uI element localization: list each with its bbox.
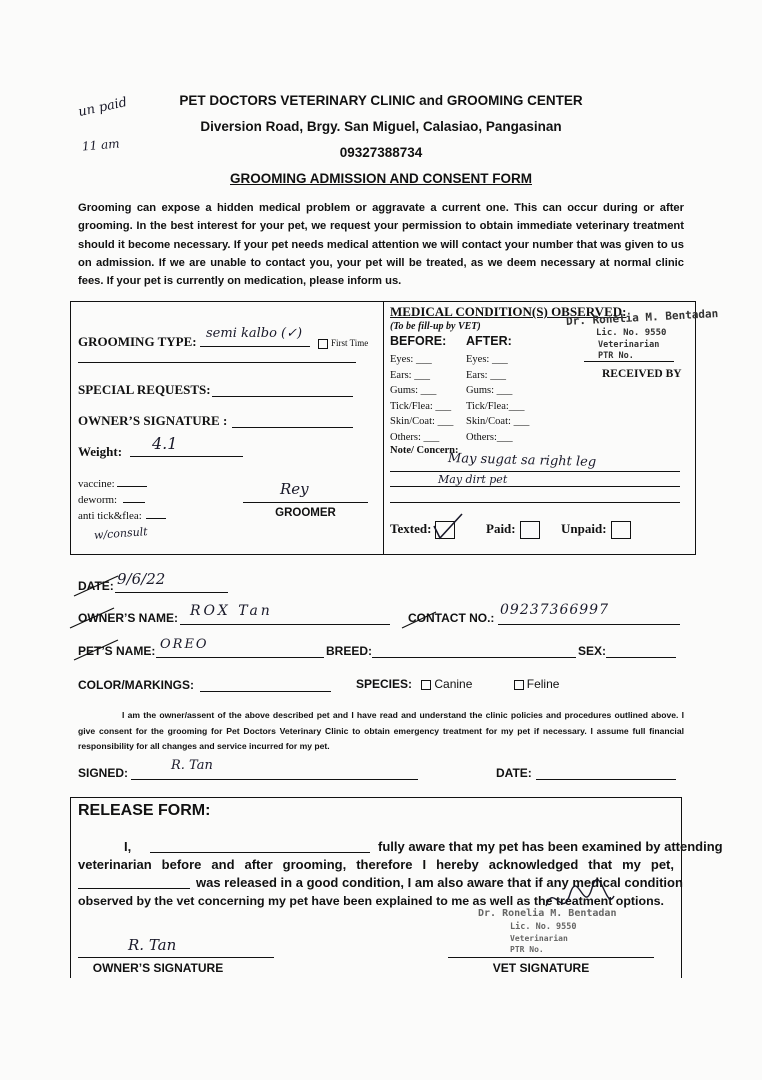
- signed-value: R. Tan: [171, 758, 213, 773]
- time-note: 11 am: [81, 136, 121, 154]
- pet-name-value: OREO: [160, 637, 209, 652]
- vet-stamp2-role: Veterinarian: [510, 934, 568, 943]
- species-label: SPECIES:: [356, 677, 413, 691]
- sex-field[interactable]: [606, 640, 676, 658]
- pet-name-label: PET’S NAME:: [78, 644, 156, 658]
- unpaid-note: un paid: [76, 95, 129, 120]
- box-divider: [383, 302, 384, 554]
- form-title: GROOMING ADMISSION AND CONSENT FORM: [230, 171, 532, 186]
- vet-stamp2-name: Dr. Ronelia M. Bentadan: [478, 908, 617, 919]
- special-requests-label: SPECIAL REQUESTS:: [78, 382, 211, 397]
- owner-release-signature: R. Tan: [128, 936, 177, 954]
- before-gums[interactable]: Gums: ___: [390, 385, 437, 397]
- groomer-signature: Rey: [280, 480, 309, 498]
- breed-label: BREED:: [326, 644, 373, 658]
- vet-stamp-ptr: PTR No.: [598, 351, 634, 361]
- texted-option[interactable]: Texted:: [390, 521, 455, 539]
- after-ears[interactable]: Ears: ___: [466, 369, 506, 381]
- owner-release-line: [78, 957, 274, 958]
- date-value: 9/6/22: [117, 570, 166, 588]
- grooming-type-value: semi kalbo (✓): [206, 326, 303, 341]
- after-eyes[interactable]: Eyes: ___: [466, 354, 508, 365]
- clinic-address: Diversion Road, Brgy. San Miguel, Calasiao, Pangasinan: [200, 119, 562, 134]
- owner-name-value: ROX Tan: [190, 603, 273, 619]
- vet-stamp-lic: Lic. No. 9550: [596, 328, 667, 338]
- received-by-label: RECEIVED BY: [602, 368, 682, 380]
- before-label: BEFORE:: [390, 334, 447, 348]
- canine-option[interactable]: Canine: [421, 677, 472, 691]
- note-label: Note/ Concern:: [390, 445, 459, 456]
- before-ears[interactable]: Ears: ___: [390, 369, 430, 381]
- after-label: AFTER:: [466, 334, 512, 348]
- grooming-type-field[interactable]: [200, 326, 310, 347]
- weight-value: 4.1: [152, 434, 178, 453]
- before-others[interactable]: Others: ___: [390, 431, 440, 443]
- intro-paragraph: Grooming can expose a hidden medical problem or aggravate a current one. This can occur during or after grooming. In the best interest for your pet, we request your permission to obtain immediate veterinary treatment should it become necessary. If your pet needs medical attention we will contact your number that was given to us on admission. If we are unable to contact you, your pet will be treated, as we deem necessary at normal clinic fees. If your pet is currently on medication, please inform us.: [78, 202, 684, 288]
- before-eyes[interactable]: Eyes: ___: [390, 354, 432, 365]
- date2-field[interactable]: [536, 764, 676, 780]
- note-line2: May dirt pet: [438, 473, 508, 486]
- special-requests-field[interactable]: [212, 380, 353, 397]
- received-by-line: [584, 361, 674, 362]
- weight-field[interactable]: [130, 434, 243, 457]
- clinic-phone: 09327388734: [339, 145, 423, 160]
- note-line1: May sugat sa right leg: [447, 451, 597, 470]
- grooming-type-line2: [78, 362, 356, 363]
- first-time-option[interactable]: [318, 338, 368, 349]
- owner-signature-label: OWNER’S SIGNATURE :: [78, 413, 228, 428]
- vet-stamp-name: Dr. Ronelia M. Bentadan: [565, 307, 719, 328]
- grooming-type-label: GROOMING TYPE:: [78, 334, 197, 349]
- vet-scribble-signature: [540, 876, 620, 926]
- signed-label: SIGNED:: [78, 766, 129, 780]
- feline-checkbox[interactable]: [514, 680, 524, 690]
- medical-subtitle: (To be fill-up by VET): [390, 321, 481, 332]
- signed-field[interactable]: [131, 758, 418, 780]
- vet-release-line: [448, 957, 654, 958]
- groomer-label: GROOMER: [275, 507, 336, 519]
- owner-signature-field[interactable]: [232, 411, 353, 428]
- note-rule2: [390, 486, 680, 487]
- date2-label: DATE:: [496, 766, 532, 780]
- strike-marks: [60, 574, 440, 664]
- paid-checkbox[interactable]: [520, 521, 540, 539]
- contact-field[interactable]: [498, 602, 680, 625]
- paid-option[interactable]: Paid:: [486, 521, 540, 539]
- contact-value: 09237366997: [500, 602, 609, 618]
- consult-note: w/consult: [93, 525, 149, 542]
- canine-checkbox[interactable]: [421, 680, 431, 690]
- form-title-wrap: [0, 170, 762, 188]
- color-field[interactable]: [200, 674, 331, 692]
- vet-stamp2-lic: Lic. No. 9550: [510, 922, 577, 932]
- vet-stamp2-ptr: PTR No.: [510, 945, 544, 954]
- release-line3: was released in a good condition, I am also aware that if any medical condition: [78, 874, 674, 892]
- owner-release-label: OWNER’S SIGNATURE: [92, 961, 224, 975]
- first-time-checkbox[interactable]: [318, 339, 328, 349]
- release-pet-field[interactable]: [78, 888, 190, 889]
- after-skincoat[interactable]: Skin/Coat: ___: [466, 416, 530, 428]
- vaccine-label: vaccine:: [78, 478, 147, 490]
- feline-option[interactable]: Feline: [514, 677, 560, 691]
- species-group: [356, 677, 559, 691]
- note-rule1: [390, 471, 680, 472]
- vet-stamp-role: Veterinarian: [598, 340, 660, 350]
- texted-check-mark: [430, 512, 466, 542]
- after-items: [466, 352, 529, 446]
- weight-label: Weight:: [78, 444, 123, 459]
- contact-label: CONTACT NO.:: [408, 611, 495, 625]
- sex-label: SEX:: [578, 644, 607, 658]
- groomer-line: [243, 502, 368, 503]
- clinic-name: PET DOCTORS VETERINARY CLINIC and GROOMING CENTER: [179, 93, 583, 108]
- owner-name-label: OWNER’S NAME:: [78, 611, 178, 625]
- before-items: [390, 352, 453, 446]
- release-title: RELEASE FORM:: [78, 802, 211, 819]
- before-skincoat[interactable]: Skin/Coat: ___: [390, 416, 454, 428]
- release-name-field[interactable]: [150, 852, 370, 853]
- antitick-label: anti tick&flea:: [78, 510, 166, 522]
- vet-release-label: VET SIGNATURE: [492, 961, 590, 975]
- unpaid-checkbox[interactable]: [611, 521, 631, 539]
- first-time-label: First Time: [331, 338, 369, 348]
- date-label: DATE:: [78, 579, 114, 593]
- after-others[interactable]: Others:___: [466, 431, 513, 443]
- consent-paragraph: I am the owner/assent of the above described pet and I have read and understand the clinic policies and procedures outlined above. I give consent for the grooming for Pet Doctors Veterinary Clinic to obtain emergency treatment for my pet if necessary. I assume full financial responsibility for all changes and service incurred for my pet.: [78, 710, 684, 751]
- color-label: COLOR/MARKINGS:: [78, 678, 194, 692]
- unpaid-option[interactable]: Unpaid:: [561, 521, 631, 539]
- release-line2: veterinarian before and after grooming, therefore I hereby acknowledged that my pet,: [78, 857, 674, 872]
- release-line4: observed by the vet concerning my pet have been explained to me as well as the treatment options.: [78, 894, 664, 909]
- note-rule3: [390, 502, 680, 503]
- deworm-label: deworm:: [78, 494, 145, 506]
- after-tickflea[interactable]: Tick/Flea:___: [466, 400, 525, 412]
- release-line1: I, fully aware that my pet has been examined by attending: [124, 839, 723, 854]
- after-gums[interactable]: Gums: ___: [466, 385, 513, 397]
- before-tickflea[interactable]: Tick/Flea: ___: [390, 400, 452, 412]
- medical-title: MEDICAL CONDITION(S) OBSERVED:: [390, 304, 627, 319]
